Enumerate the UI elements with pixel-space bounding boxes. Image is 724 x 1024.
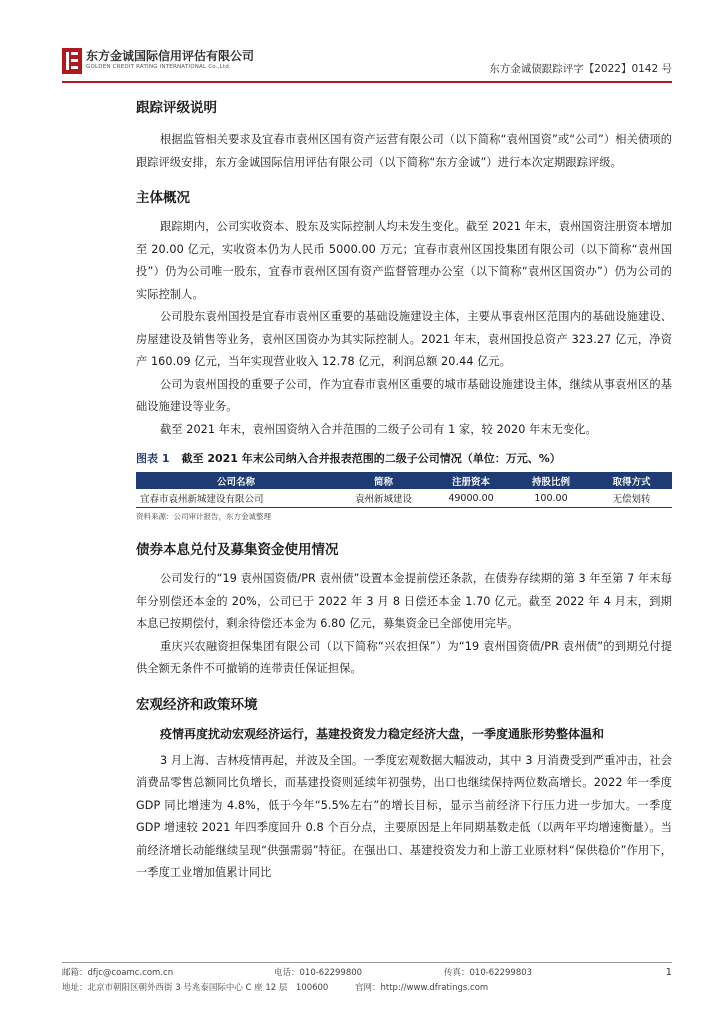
page-footer — [62, 966, 672, 1002]
cell-registered-capital: 49000.00 — [431, 489, 511, 508]
table-row — [136, 489, 672, 508]
company-logo-icon — [62, 48, 82, 74]
overview-paragraph-2: 公司股东袁州国投是宜春市袁州区重要的基础设施建设主体，主要从事袁州区范围内的基础设施建设、房屋建设及销售等业务，袁州区国资办为其实际控制人。2021 年末，袁州国投总资产 323.27 亿元，净资产 160.09 亿元，当年实现营业收入 12.78 亿元，利润总额 20.44 亿元。 — [136, 310, 672, 368]
col-short-name: 简称 — [336, 472, 431, 489]
report-body — [136, 90, 672, 885]
page-number: 1 — [665, 967, 672, 978]
footer-website: 官网：http://www.dfratings.com — [355, 983, 489, 993]
col-acquisition: 取得方式 — [591, 472, 672, 489]
tracking-paragraph-1: 根据监管相关要求及宜春市袁州区国有资产运营有限公司（以下简称“袁州国资”或“公司”）相关债项的跟踪评级安排，东方金诚国际信用评估有限公司（以下简称“东方金诚”）进行本次定期跟踪评级。 — [136, 133, 672, 169]
macro-subtitle: 疫情再度扰动宏观经济运行，基建投资发力稳定经济大盘，一季度通胀形势整体温和 — [160, 726, 605, 741]
bond-paragraph-1: 公司发行的“19 袁州国资债/PR 袁州债”设置本金提前偿还条款，在债券存续期的第 3 年至第 7 年末每年分别偿还本金的 20%，公司已于 2022 年 3 月 8 日偿还本金 1.70 亿元。截至 2022 年 4 月末，到期本息已按期偿付，剩余待偿还本金为 6.80 亿元，募集资金已全部使用完毕。 — [136, 572, 672, 630]
table-source-note: 资料来源：公司审计报告，东方金诚整理 — [136, 512, 271, 521]
cell-company-name: 宜春市袁州新城建设有限公司 — [136, 489, 336, 508]
section-title-overview: 主体概况 — [136, 190, 190, 206]
cell-acquisition: 无偿划转 — [591, 489, 672, 508]
figure-caption — [136, 450, 672, 466]
overview-paragraph-1: 跟踪期内，公司实收资本、股东及实际控制人均未发生变化。截至 2021 年末，袁州国资注册资本增加至 20.00 亿元，实收资本仍为人民币 5000.00 万元；宜春市袁州区国投集团有限公司（以下简称“袁州国投”）仍为公司唯一股东，宜春市袁州区国有资产监督管理办公室（以下简称“袁州区国资办”）仍为公司的实际控制人。 — [136, 220, 672, 301]
footer-email: 邮箱：dfjc@coamc.com.cn — [62, 968, 174, 978]
company-name-cn: 东方金诚国际信用评估有限公司 — [86, 49, 255, 63]
section-title-tracking: 跟踪评级说明 — [136, 100, 217, 116]
footer-divider — [62, 962, 672, 963]
col-registered-capital: 注册资本 — [431, 472, 511, 489]
overview-paragraph-3: 公司为袁州国投的重要子公司，作为宜春市袁州区重要的城市基础设施建设主体，继续从事袁州区的基础设施建设等业务。 — [136, 377, 672, 413]
overview-paragraph-4: 截至 2021 年末，袁州国资纳入合并范围的二级子公司有 1 家，较 2020 年末无变化。 — [160, 422, 597, 436]
cell-shareholding: 100.00 — [511, 489, 591, 508]
bond-paragraph-2: 重庆兴农融资担保集团有限公司（以下简称“兴农担保”）为“19 袁州国资债/PR 袁州债”的到期兑付提供全额无条件不可撤销的连带责任保证担保。 — [136, 639, 672, 675]
col-shareholding: 持股比例 — [511, 472, 591, 489]
header-divider — [62, 81, 672, 83]
page-header — [62, 44, 672, 80]
cell-short-name: 袁州新城建设 — [336, 489, 431, 508]
section-title-bond: 债券本息兑付及募集资金使用情况 — [136, 542, 339, 558]
document-number: 东方金诚债跟踪评字【2022】0142 号 — [489, 63, 672, 75]
figure-title: 截至 2021 年末公司纳入合并报表范围的二级子公司情况（单位：万元、%） — [181, 452, 561, 465]
figure-label: 图表 1 — [136, 452, 170, 465]
subsidiary-table — [136, 472, 672, 508]
footer-fax: 传真：010-62299803 — [444, 968, 533, 978]
section-title-macro: 宏观经济和政策环境 — [136, 696, 258, 713]
company-name-en: GOLDEN CREDIT RATING INTERNATIONAL Co.,Ltd. — [86, 64, 231, 70]
footer-phone: 电话：010-62299800 — [274, 968, 363, 978]
table-header-row — [136, 472, 672, 489]
footer-address: 地址：北京市朝阳区朝外西街 3 号兆泰国际中心 C 座 12 层 100600 — [62, 983, 329, 993]
macro-paragraph-1: 3 月上海、吉林疫情再起，并波及全国。一季度宏观数据大幅波动，其中 3 月消费受到严重冲击，社会消费品零售总额同比负增长，而基建投资则延续年初强势，出口也继续保持两位数高增长。2022 年一季度 GDP 同比增速为 4.8%，低于今年“5.5%左右”的增长目标，显示当前经济下行压力进一步加大。一季度 GDP 增速较 2021 年四季度回升 0.8 个百分点，主要原因是上年同期基数走低（以两年平均增速衡量）。当前经济增长动能继续呈现“供强需弱”特征。在强出口、基建投资发力和上游工业原材料“保供稳价”作用下，一季度工业增加值累计同比 — [136, 753, 672, 879]
col-company-name: 公司名称 — [136, 472, 336, 489]
